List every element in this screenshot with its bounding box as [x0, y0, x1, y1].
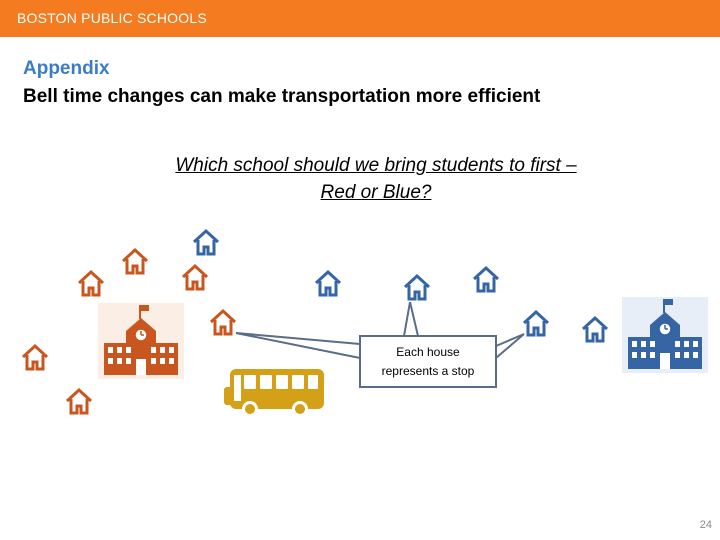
school-icon — [622, 297, 708, 373]
question-line-2: Red or Blue? — [320, 182, 432, 203]
house-icon — [471, 264, 501, 294]
question-line-1: Which school should we bring students to first – — [175, 155, 577, 176]
house-icon — [402, 272, 432, 302]
header-text: BOSTON PUBLIC SCHOOLS — [17, 10, 207, 26]
page-number: 24 — [699, 519, 712, 531]
house-icon — [20, 342, 50, 372]
house-icon — [313, 268, 343, 298]
slide-subtitle: Bell time changes can make transportation more efficient — [23, 86, 541, 107]
house-icon — [191, 227, 221, 257]
house-icon — [180, 262, 210, 292]
callout-line-1: Each house — [396, 344, 460, 359]
house-icon — [120, 246, 150, 276]
house-icon — [521, 308, 551, 338]
house-icon — [580, 314, 610, 344]
house-icon — [64, 386, 94, 416]
bus-icon — [222, 365, 326, 419]
callout-box — [359, 335, 497, 388]
slide-title: Appendix — [23, 58, 110, 79]
callout-line-2: represents a stop — [381, 363, 475, 378]
house-icon — [208, 307, 238, 337]
school-icon — [98, 303, 184, 379]
house-icon — [76, 268, 106, 298]
